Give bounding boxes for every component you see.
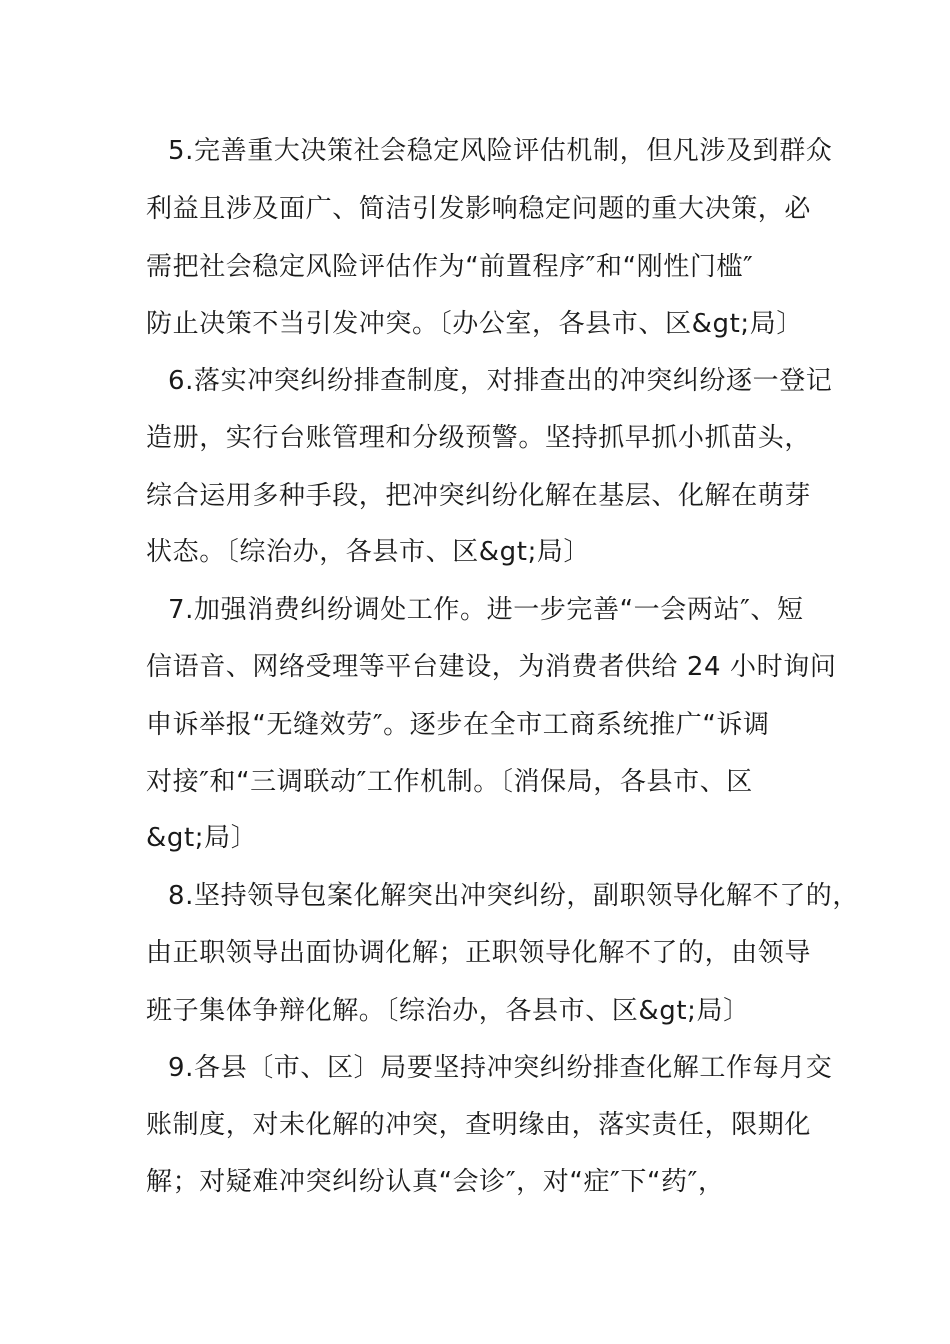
paragraph-7-line-5: &gt;局〕 bbox=[146, 823, 258, 853]
paragraph-8-line-1: 8.坚持领导包案化解突出冲突纠纷，副职领导化解不了的， bbox=[168, 881, 860, 911]
paragraph-5-line-4: 防止决策不当引发冲突。〔办公室，各县市、区&gt;局〕 bbox=[146, 309, 803, 339]
paragraph-9-line-1: 9.各县〔市、区〕局要坚持冲突纠纷排查化解工作每月交 bbox=[168, 1053, 833, 1083]
paragraph-5-line-3: 需把社会稳定风险评估作为“前置程序″和“刚性门槛″ bbox=[146, 252, 754, 282]
paragraph-6-line-4: 状态。〔综治办，各县市、区&gt;局〕 bbox=[146, 537, 591, 567]
paragraph-7-line-4: 对接″和“三调联动″工作机制。〔消保局，各县市、区 bbox=[146, 767, 753, 797]
paragraph-5-line-1: 5.完善重大决策社会稳定风险评估机制，但凡涉及到群众 bbox=[168, 136, 833, 166]
paragraph-6-line-1: 6.落实冲突纠纷排查制度，对排查出的冲突纠纷逐一登记 bbox=[168, 366, 833, 396]
paragraph-6-line-2: 造册，实行台账管理和分级预警。坚持抓早抓小抓苗头， bbox=[146, 423, 812, 453]
paragraph-8-line-3: 班子集体争辩化解。〔综治办，各县市、区&gt;局〕 bbox=[146, 996, 750, 1026]
paragraph-5-line-2: 利益且涉及面广、简洁引发影响稳定问题的重大决策，必 bbox=[146, 194, 812, 224]
paragraph-8-line-2: 由正职领导出面协调化解；正职领导化解不了的，由领导 bbox=[146, 938, 812, 968]
paragraph-7-line-3: 申诉举报“无缝效劳″。逐步在全市工商系统推广“诉调 bbox=[146, 710, 770, 740]
paragraph-7-line-2: 信语音、网络受理等平台建设，为消费者供给 24 小时询问 bbox=[146, 652, 837, 682]
paragraph-6-line-3: 综合运用多种手段，把冲突纠纷化解在基层、化解在萌芽 bbox=[146, 481, 812, 511]
paragraph-7-line-1: 7.加强消费纠纷调处工作。进一步完善“一会两站″、短 bbox=[168, 595, 804, 625]
paragraph-9-line-3: 解；对疑难冲突纠纷认真“会诊″，对“症″下“药″， bbox=[146, 1167, 725, 1197]
paragraph-9-line-2: 账制度，对未化解的冲突，查明缘由，落实责任，限期化 bbox=[146, 1110, 812, 1140]
